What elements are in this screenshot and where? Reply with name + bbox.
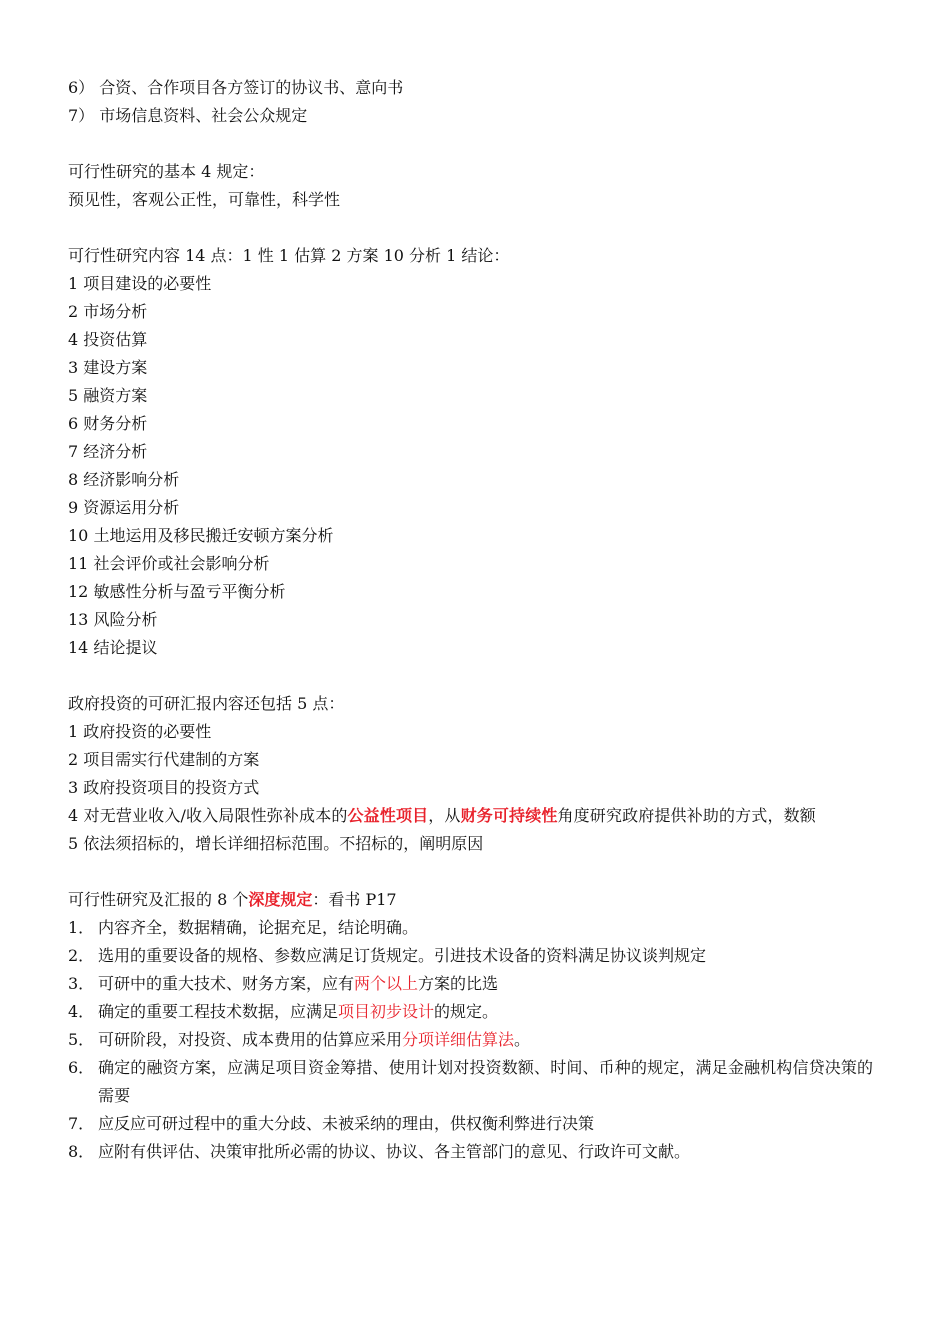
highlight-two-or-more: 两个以上 [354, 974, 419, 993]
depth-item: 1． 内容齐全，数据精确，论据充足，结论明确。 [68, 918, 419, 937]
content14-item: 10 土地运用及移民搬迁安顿方案分析 [68, 526, 334, 545]
content14-item: 13 风险分析 [68, 610, 158, 629]
gov-item: 2 项目需实行代建制的方案 [68, 750, 260, 769]
highlight-depth-requirement: 深度规定 [248, 890, 313, 909]
content14-item: 9 资源运用分析 [68, 498, 180, 517]
content14-heading: 可行性研究内容 14 点：1 性 1 估算 2 方案 10 分析 1 结论： [68, 246, 510, 265]
depth-item: 6． 确定的融资方案，应满足项目资金筹措、使用计划对投资数额、时间、币种的规定，满足金融机构信贷决策的需要 [68, 1058, 874, 1105]
content14-item: 3 建设方案 [68, 358, 148, 377]
content14-item: 2 市场分析 [68, 302, 148, 321]
content14-item: 12 敏感性分析与盈亏平衡分析 [68, 582, 286, 601]
content14-item: 6 财务分析 [68, 414, 148, 433]
gov-heading: 政府投资的可研汇报内容还包括 5 点： [68, 694, 345, 713]
highlight-public-welfare: 公益性项目 [347, 806, 429, 825]
depth-item: 4． 确定的重要工程技术数据，应满足项目初步设计的规定。 [68, 1002, 499, 1021]
basic-heading: 可行性研究的基本 4 规定： [68, 162, 265, 181]
depth-item: 7． 应反应可研过程中的重大分歧、未被采纳的理由，供权衡利弊进行决策 [68, 1114, 595, 1133]
depth-heading: 可行性研究及汇报的 8 个深度规定：看书 P17 [68, 890, 397, 909]
content14-item: 5 融资方案 [68, 386, 148, 405]
content14-item: 11 社会评价或社会影响分析 [68, 554, 270, 573]
highlight-itemized-estimate: 分项详细估算法 [402, 1030, 515, 1049]
highlight-preliminary-design: 项目初步设计 [338, 1002, 435, 1021]
depth-item: 8． 应附有供评估、决策审批所必需的协议、协议、各主管部门的意见、行政许可文献。 [68, 1142, 691, 1161]
gov-item-4: 4 对无营业收入/收入局限性弥补成本的公益性项目，从财务可持续性角度研究政府提供补助的方式，数额 [68, 806, 816, 825]
content14-item: 7 经济分析 [68, 442, 148, 461]
depth-item: 5． 可研阶段，对投资、成本费用的估算应采用分项详细估算法。 [68, 1030, 531, 1049]
gov-item: 3 政府投资项目的投资方式 [68, 778, 260, 797]
depth-item: 3． 可研中的重大技术、财务方案，应有两个以上方案的比选 [68, 974, 499, 993]
intro-item: 7） 市场信息资料、社会公众规定 [68, 106, 308, 125]
content14-item: 8 经济影响分析 [68, 470, 180, 489]
content14-item: 14 结论提议 [68, 638, 158, 657]
gov-item-5: 5 依法须招标的，增长详细招标范围。不招标的，阐明原因 [68, 834, 484, 853]
content14-item: 4 投资估算 [68, 330, 148, 349]
intro-item: 6） 合资、合作项目各方签订的协议书、意向书 [68, 78, 404, 97]
content14-item: 1 项目建设的必要性 [68, 274, 212, 293]
basic-text: 预见性，客观公正性，可靠性，科学性 [68, 190, 341, 209]
depth-item: 2． 选用的重要设备的规格、参数应满足订货规定。引进技术设备的资料满足协议谈判规定 [68, 946, 707, 965]
gov-item: 1 政府投资的必要性 [68, 722, 212, 741]
highlight-financial-sustainability: 财务可持续性 [460, 806, 558, 825]
document-page [68, 74, 883, 1166]
